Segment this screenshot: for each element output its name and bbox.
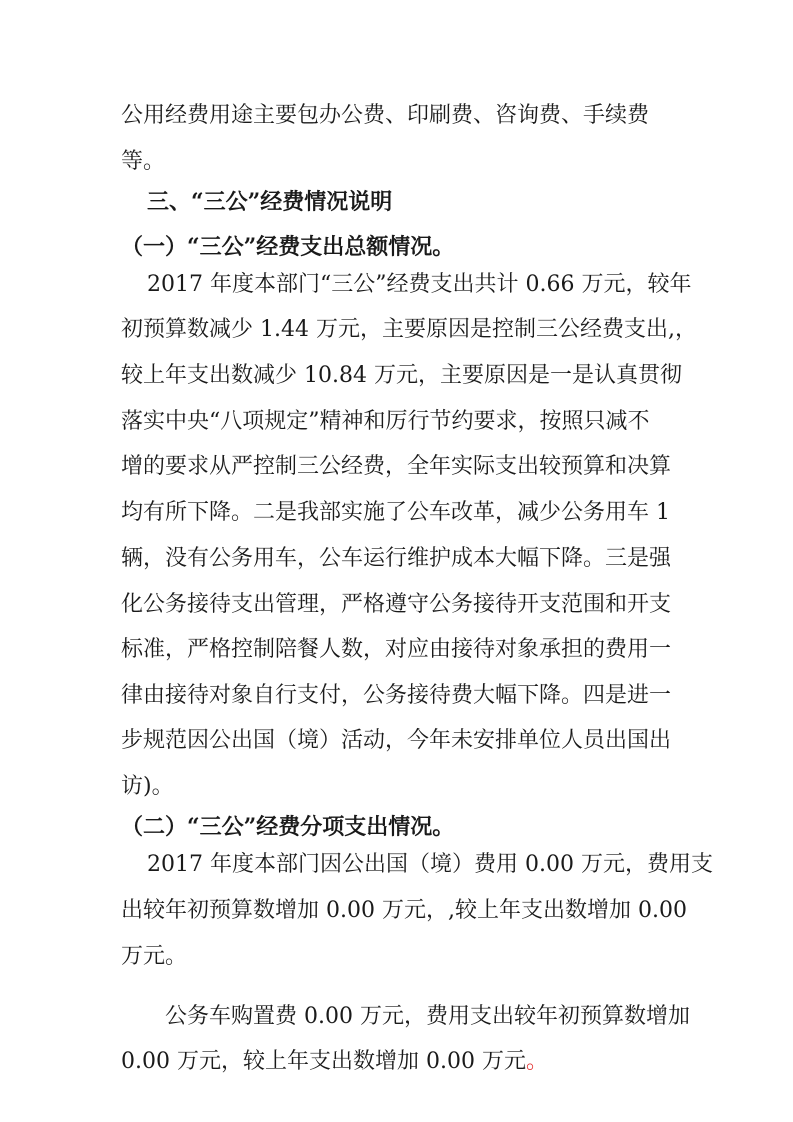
final-period-mark: 。	[525, 1049, 548, 1074]
paragraph-line: 较上年支出数减少 10.84 万元，主要原因是一是认真贯彻	[121, 363, 682, 388]
paragraph-line: 均有所下降。二是我部实施了公车改革，减少公务用车 1	[121, 500, 670, 525]
subsection-heading: （一）“三公”经费支出总额情况。	[121, 234, 455, 260]
paragraph-line: 访)。	[121, 774, 174, 799]
paragraph-line: 标准，严格控制陪餐人数，对应由接待对象承担的费用一	[121, 637, 672, 662]
paragraph-line: 辆，没有公务用车，公车运行维护成本大幅下降。三是强	[121, 546, 672, 571]
paragraph-line: 2017 年度本部门因公出国（境）费用 0.00 万元，费用支	[147, 852, 713, 877]
final-line-text: 0.00 万元，较上年支出数增加 0.00 万元	[121, 1049, 526, 1074]
paragraph-line: 化公务接待支出管理，严格遵守公务接待开支范围和开支	[121, 592, 672, 617]
paragraph-line: 律由接待对象自行支付，公务接待费大幅下降。四是进一	[121, 683, 672, 708]
paragraph-line: 步规范因公出国（境）活动，今年未安排单位人员出国出	[121, 728, 672, 753]
paragraph-line: 增的要求从严控制三公经费，全年实际支出较预算和决算	[121, 454, 672, 479]
subsection-heading: （二）“三公”经费分项支出情况。	[121, 814, 455, 840]
section-heading: 三、“三公”经费情况说明	[147, 189, 393, 215]
paragraph-line-final	[121, 1047, 548, 1077]
paragraph-line: 万元。	[121, 944, 188, 969]
paragraph-line: 2017 年度本部门“三公”经费支出共计 0.66 万元，较年	[147, 272, 692, 297]
paragraph-line: 初预算数减少 1.44 万元，主要原因是控制三公经费支出,，	[121, 317, 697, 342]
paragraph-line: 等。	[121, 149, 166, 174]
paragraph-line: 出较年初预算数增加 0.00 万元，,较上年支出数增加 0.00	[121, 898, 687, 923]
paragraph-line: 落实中央“八项规定”精神和厉行节约要求，按照只减不	[121, 409, 650, 434]
paragraph-line: 公用经费用途主要包办公费、印刷费、咨询费、手续费	[121, 103, 650, 128]
paragraph-line: 公务车购置费 0.00 万元，费用支出较年初预算数增加	[165, 1004, 690, 1029]
